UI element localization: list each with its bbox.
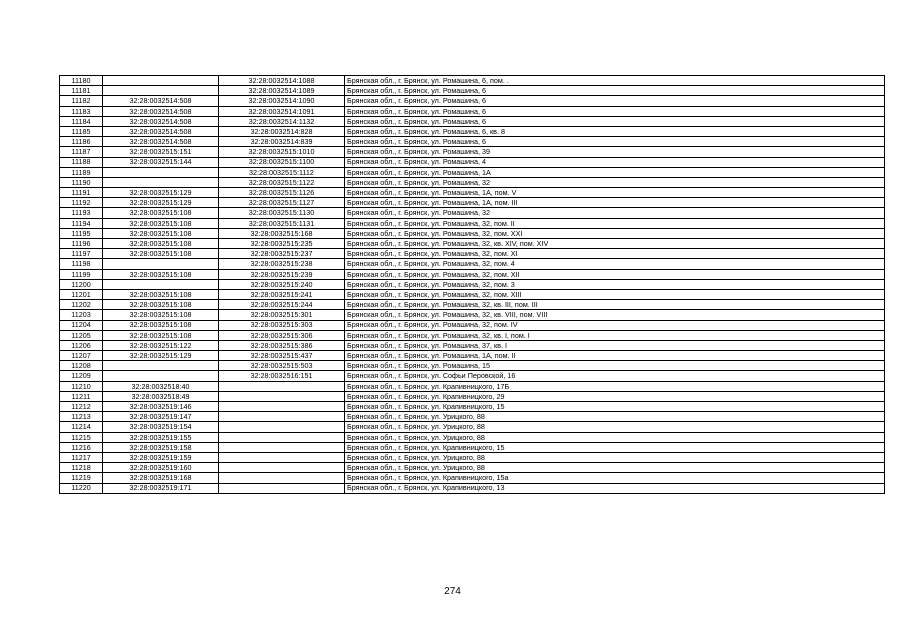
table-row [60, 76, 885, 86]
object-number-cell: 32:28:0032516:151 [219, 371, 345, 381]
address-cell: Брянская обл., г. Брянск, ул. Крапивницкого, 17Б [345, 381, 885, 391]
object-number-cell: 32:28:0032515:240 [219, 279, 345, 289]
table-row [60, 137, 885, 147]
land-parcel-cell: 32:28:0032514:508 [103, 106, 219, 116]
table-row [60, 157, 885, 167]
land-parcel-cell: 32:28:0032515:108 [103, 228, 219, 238]
row-number-cell: 11205 [60, 330, 103, 340]
object-number-cell: 32:28:0032515:168 [219, 228, 345, 238]
table-row [60, 198, 885, 208]
table-row [60, 116, 885, 126]
table-row [60, 86, 885, 96]
table-row [60, 96, 885, 106]
object-number-cell: 32:28:0032515:238 [219, 259, 345, 269]
land-parcel-cell: 32:28:0032515:129 [103, 351, 219, 361]
land-parcel-cell: 32:28:0032515:108 [103, 320, 219, 330]
address-cell: Брянская обл., г. Брянск, ул. Урицкого, 88 [345, 412, 885, 422]
row-number-cell: 11200 [60, 279, 103, 289]
land-parcel-cell: 32:28:0032515:108 [103, 239, 219, 249]
table-row [60, 351, 885, 361]
object-number-cell: 32:28:0032515:1122 [219, 177, 345, 187]
land-parcel-cell: 32:28:0032515:129 [103, 188, 219, 198]
object-number-cell: 32:28:0032515:1010 [219, 147, 345, 157]
row-number-cell: 11186 [60, 137, 103, 147]
address-cell: Брянская обл., г. Брянск, ул. Ромашина, 37, кв. I [345, 340, 885, 350]
table-body [60, 76, 885, 494]
land-parcel-cell [103, 86, 219, 96]
object-number-cell: 32:28:0032515:239 [219, 269, 345, 279]
object-number-cell: 32:28:0032515:1126 [219, 188, 345, 198]
object-number-cell [219, 432, 345, 442]
land-parcel-cell: 32:28:0032515:108 [103, 289, 219, 299]
address-cell: Брянская обл., г. Брянск, ул. Ромашина, 6, кв. 8 [345, 126, 885, 136]
address-cell: Брянская обл., г. Брянск, ул. Ромашина, 32, кв. VIII, пом. VIII [345, 310, 885, 320]
table-row [60, 442, 885, 452]
address-cell: Брянская обл., г. Брянск, ул. Крапивницкого, 15 [345, 402, 885, 412]
address-cell: Брянская обл., г. Брянск, ул. Ромашина, 6 [345, 106, 885, 116]
row-number-cell: 11184 [60, 116, 103, 126]
address-cell: Брянская обл., г. Брянск, ул. Ромашина, 1А, пом. III [345, 198, 885, 208]
land-parcel-cell [103, 167, 219, 177]
row-number-cell: 11216 [60, 442, 103, 452]
row-number-cell: 11215 [60, 432, 103, 442]
land-parcel-cell: 32:28:0032518:40 [103, 381, 219, 391]
row-number-cell: 11207 [60, 351, 103, 361]
table-row [60, 208, 885, 218]
row-number-cell: 11183 [60, 106, 103, 116]
land-parcel-cell: 32:28:0032514:508 [103, 96, 219, 106]
object-number-cell [219, 381, 345, 391]
land-parcel-cell: 32:28:0032515:122 [103, 340, 219, 350]
row-number-cell: 11219 [60, 473, 103, 483]
land-parcel-cell: 32:28:0032515:151 [103, 147, 219, 157]
object-number-cell: 32:28:0032514:839 [219, 137, 345, 147]
object-number-cell: 32:28:0032515:303 [219, 320, 345, 330]
table-row [60, 340, 885, 350]
object-number-cell: 32:28:0032515:1127 [219, 198, 345, 208]
table-row [60, 371, 885, 381]
table-row [60, 473, 885, 483]
address-cell: Брянская обл., г. Брянск, ул. Ромашина, 32, пом. 3 [345, 279, 885, 289]
table-row [60, 432, 885, 442]
row-number-cell: 11188 [60, 157, 103, 167]
address-cell: Брянская обл., г. Брянск, ул. Ромашина, 1А [345, 167, 885, 177]
object-number-cell: 32:28:0032514:1088 [219, 76, 345, 86]
object-number-cell: 32:28:0032514:1132 [219, 116, 345, 126]
row-number-cell: 11206 [60, 340, 103, 350]
address-cell: Брянская обл., г. Брянск, ул. Ромашина, 32, кв. III, пом. III [345, 300, 885, 310]
row-number-cell: 11220 [60, 483, 103, 493]
table-row [60, 147, 885, 157]
address-cell: Брянская обл., г. Брянск, ул. Урицкого, 88 [345, 463, 885, 473]
address-cell: Брянская обл., г. Брянск, ул. Ромашина, 1А, пом. II [345, 351, 885, 361]
land-parcel-cell: 32:28:0032515:108 [103, 310, 219, 320]
row-number-cell: 11213 [60, 412, 103, 422]
land-parcel-cell: 32:28:0032519:147 [103, 412, 219, 422]
object-number-cell [219, 463, 345, 473]
address-cell: Брянская обл., г. Брянск, ул. Крапивницкого, 15 [345, 442, 885, 452]
table-row [60, 310, 885, 320]
row-number-cell: 11197 [60, 249, 103, 259]
land-parcel-cell: 32:28:0032519:159 [103, 452, 219, 462]
row-number-cell: 11217 [60, 452, 103, 462]
object-number-cell: 32:28:0032515:1131 [219, 218, 345, 228]
object-number-cell: 32:28:0032515:301 [219, 310, 345, 320]
row-number-cell: 11203 [60, 310, 103, 320]
address-cell: Брянская обл., г. Брянск, ул. Урицкого, 88 [345, 432, 885, 442]
object-number-cell [219, 452, 345, 462]
address-cell: Брянская обл., г. Брянск, ул. Ромашина, 6 [345, 137, 885, 147]
land-parcel-cell: 32:28:0032515:108 [103, 330, 219, 340]
land-parcel-cell [103, 279, 219, 289]
address-cell: Брянская обл., г. Брянск, ул. Ромашина, 32, кв. I, пом. I [345, 330, 885, 340]
land-parcel-cell [103, 76, 219, 86]
object-number-cell: 32:28:0032514:1091 [219, 106, 345, 116]
table-row [60, 300, 885, 310]
table-row [60, 167, 885, 177]
object-number-cell: 32:28:0032515:237 [219, 249, 345, 259]
address-cell: Брянская обл., г. Брянск, ул. Ромашина, 4 [345, 157, 885, 167]
row-number-cell: 11196 [60, 239, 103, 249]
table-row [60, 463, 885, 473]
address-cell: Брянская обл., г. Брянск, ул. Ромашина, 6, пом. . [345, 76, 885, 86]
object-number-cell: 32:28:0032515:437 [219, 351, 345, 361]
object-number-cell: 32:28:0032515:241 [219, 289, 345, 299]
table-row [60, 402, 885, 412]
table-row [60, 330, 885, 340]
table-row [60, 452, 885, 462]
address-cell: Брянская обл., г. Брянск, ул. Ромашина, 32, пом. II [345, 218, 885, 228]
land-parcel-cell: 32:28:0032515:144 [103, 157, 219, 167]
row-number-cell: 11182 [60, 96, 103, 106]
address-cell: Брянская обл., г. Брянск, ул. Ромашина, 32, пом. XI [345, 249, 885, 259]
row-number-cell: 11198 [60, 259, 103, 269]
address-cell: Брянская обл., г. Брянск, ул. Крапивницкого, 15а [345, 473, 885, 483]
object-number-cell [219, 402, 345, 412]
object-number-cell: 32:28:0032515:386 [219, 340, 345, 350]
land-parcel-cell [103, 259, 219, 269]
land-parcel-cell: 32:28:0032515:108 [103, 208, 219, 218]
object-number-cell: 32:28:0032514:1090 [219, 96, 345, 106]
object-number-cell: 32:28:0032515:1130 [219, 208, 345, 218]
table-row [60, 228, 885, 238]
row-number-cell: 11210 [60, 381, 103, 391]
object-number-cell [219, 412, 345, 422]
table-row [60, 106, 885, 116]
land-parcel-cell: 32:28:0032515:108 [103, 269, 219, 279]
address-cell: Брянская обл., г. Брянск, ул. Ромашина, 39 [345, 147, 885, 157]
row-number-cell: 11193 [60, 208, 103, 218]
table-row [60, 259, 885, 269]
row-number-cell: 11191 [60, 188, 103, 198]
land-parcel-cell [103, 371, 219, 381]
row-number-cell: 11190 [60, 177, 103, 187]
address-cell: Брянская обл., г. Брянск, ул. Ромашина, 15 [345, 361, 885, 371]
land-parcel-cell: 32:28:0032515:108 [103, 249, 219, 259]
address-cell: Брянская обл., г. Брянск, ул. Ромашина, 32, пом. XII [345, 269, 885, 279]
address-cell: Брянская обл., г. Брянск, ул. Ромашина, 32, пом. IV [345, 320, 885, 330]
page-number: 274 [444, 586, 461, 597]
row-number-cell: 11195 [60, 228, 103, 238]
row-number-cell: 11212 [60, 402, 103, 412]
land-parcel-cell: 32:28:0032514:508 [103, 116, 219, 126]
land-parcel-cell: 32:28:0032519:158 [103, 442, 219, 452]
address-cell: Брянская обл., г. Брянск, ул. Ромашина, 32 [345, 208, 885, 218]
row-number-cell: 11218 [60, 463, 103, 473]
row-number-cell: 11202 [60, 300, 103, 310]
row-number-cell: 11201 [60, 289, 103, 299]
row-number-cell: 11192 [60, 198, 103, 208]
table-row [60, 381, 885, 391]
object-number-cell [219, 442, 345, 452]
object-number-cell: 32:28:0032515:503 [219, 361, 345, 371]
land-parcel-cell: 32:28:0032519:146 [103, 402, 219, 412]
address-cell: Брянская обл., г. Брянск, ул. Ромашина, 32, пом. 4 [345, 259, 885, 269]
row-number-cell: 11211 [60, 391, 103, 401]
land-parcel-cell: 32:28:0032515:108 [103, 218, 219, 228]
object-number-cell [219, 422, 345, 432]
object-number-cell [219, 473, 345, 483]
address-cell: Брянская обл., г. Брянск, ул. Ромашина, 1А, пом. V [345, 188, 885, 198]
object-number-cell: 32:28:0032514:828 [219, 126, 345, 136]
object-number-cell: 32:28:0032515:244 [219, 300, 345, 310]
land-parcel-cell: 32:28:0032519:160 [103, 463, 219, 473]
object-number-cell: 32:28:0032515:306 [219, 330, 345, 340]
address-cell: Брянская обл., г. Брянск, ул. Урицкого, 88 [345, 422, 885, 432]
row-number-cell: 11204 [60, 320, 103, 330]
object-number-cell: 32:28:0032515:1100 [219, 157, 345, 167]
land-parcel-cell: 32:28:0032515:108 [103, 300, 219, 310]
land-parcel-cell: 32:28:0032519:168 [103, 473, 219, 483]
object-number-cell: 32:28:0032514:1089 [219, 86, 345, 96]
table-row [60, 239, 885, 249]
land-parcel-cell: 32:28:0032515:129 [103, 198, 219, 208]
table-row [60, 361, 885, 371]
object-number-cell [219, 483, 345, 493]
table-row [60, 177, 885, 187]
table-row [60, 188, 885, 198]
table-row [60, 218, 885, 228]
table-row [60, 269, 885, 279]
land-parcel-cell: 32:28:0032514:508 [103, 126, 219, 136]
table-row [60, 249, 885, 259]
row-number-cell: 11194 [60, 218, 103, 228]
table-row [60, 279, 885, 289]
row-number-cell: 11187 [60, 147, 103, 157]
address-cell: Брянская обл., г. Брянск, ул. Ромашина, 6 [345, 86, 885, 96]
address-cell: Брянская обл., г. Брянск, ул. Крапивницкого, 13 [345, 483, 885, 493]
land-parcel-cell: 32:28:0032514:508 [103, 137, 219, 147]
object-number-cell [219, 391, 345, 401]
table-row [60, 126, 885, 136]
address-cell: Брянская обл., г. Брянск, ул. Ромашина, 6 [345, 116, 885, 126]
land-parcel-cell: 32:28:0032519:171 [103, 483, 219, 493]
object-number-cell: 32:28:0032515:1112 [219, 167, 345, 177]
row-number-cell: 11209 [60, 371, 103, 381]
address-cell: Брянская обл., г. Брянск, ул. Крапивницкого, 29 [345, 391, 885, 401]
row-number-cell: 11185 [60, 126, 103, 136]
object-number-cell: 32:28:0032515:235 [219, 239, 345, 249]
address-cell: Брянская обл., г. Брянск, ул. Ромашина, 32, пом. XXI [345, 228, 885, 238]
address-cell: Брянская обл., г. Брянск, ул. Ромашина, 32, пом. XIII [345, 289, 885, 299]
table-row [60, 412, 885, 422]
land-parcel-cell: 32:28:0032519:155 [103, 432, 219, 442]
table-row [60, 422, 885, 432]
cadastral-table [59, 75, 885, 494]
address-cell: Брянская обл., г. Брянск, ул. Ромашина, 32, кв. XIV, пом. XIV [345, 239, 885, 249]
land-parcel-cell: 32:28:0032519:154 [103, 422, 219, 432]
address-cell: Брянская обл., г. Брянск, ул. Софьи Перовской, 16 [345, 371, 885, 381]
address-cell: Брянская обл., г. Брянск, ул. Ромашина, 6 [345, 96, 885, 106]
row-number-cell: 11208 [60, 361, 103, 371]
table-row [60, 391, 885, 401]
land-parcel-cell [103, 361, 219, 371]
row-number-cell: 11180 [60, 76, 103, 86]
row-number-cell: 11181 [60, 86, 103, 96]
address-cell: Брянская обл., г. Брянск, ул. Ромашина, 32 [345, 177, 885, 187]
row-number-cell: 11199 [60, 269, 103, 279]
land-parcel-cell: 32:28:0032518:49 [103, 391, 219, 401]
land-parcel-cell [103, 177, 219, 187]
row-number-cell: 11189 [60, 167, 103, 177]
table-row [60, 320, 885, 330]
table-row [60, 483, 885, 493]
row-number-cell: 11214 [60, 422, 103, 432]
table-row [60, 289, 885, 299]
address-cell: Брянская обл., г. Брянск, ул. Урицкого, 88 [345, 452, 885, 462]
